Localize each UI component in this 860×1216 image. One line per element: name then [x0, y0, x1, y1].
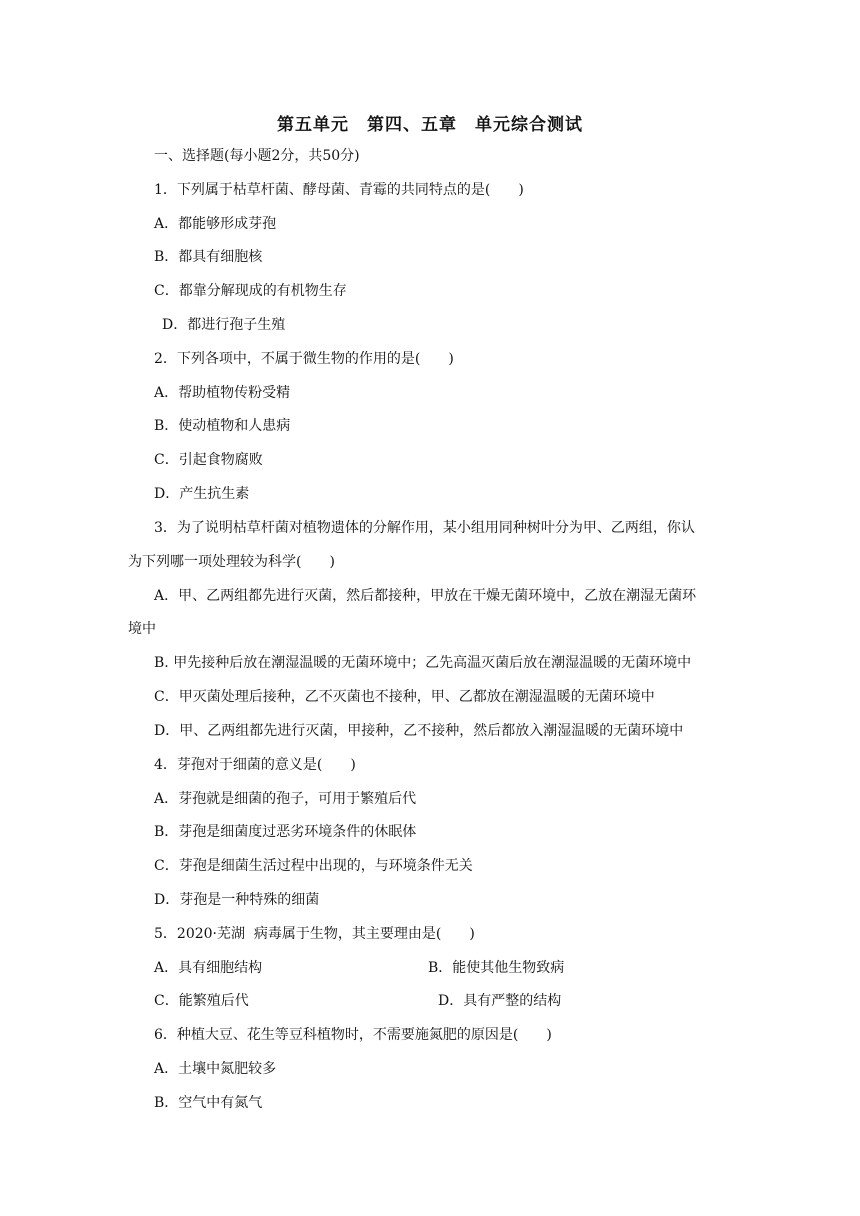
question-5-option-a: A．具有细胞结构 [154, 960, 263, 976]
question-2-stem: 2．下列各项中，不属于微生物的作用的是( ) [154, 351, 454, 367]
question-3-option-a-line1: A．甲、乙两组都先进行灭菌，然后都接种，甲放在干燥无菌环境中，乙放在潮湿无菌环 [154, 588, 697, 604]
question-3-option-b: B. 甲先接种后放在潮湿温暖的无菌环境中；乙先高温灭菌后放在潮湿温暖的无菌环境中 [154, 655, 692, 671]
question-2-option-c: C．引起食物腐败 [154, 452, 263, 468]
question-1-option-c: C．都靠分解现成的有机物生存 [154, 283, 347, 299]
question-5-option-b: B．能使其他生物致病 [428, 960, 565, 976]
question-5-option-d: D．具有严整的结构 [438, 993, 562, 1009]
question-3-option-c: C．甲灭菌处理后接种，乙不灭菌也不接种，甲、乙都放在潮湿温暖的无菌环境中 [154, 689, 655, 705]
question-4-option-c: C．芽孢是细菌生活过程中出现的，与环境条件无关 [154, 858, 473, 874]
question-2-option-b: B．使动植物和人患病 [154, 418, 291, 434]
question-3-stem-line1: 3．为了说明枯草杆菌对植物遗体的分解作用，某小组用同种树叶分为甲、乙两组，你认 [154, 520, 695, 536]
question-1-option-b: B．都具有细胞核 [154, 249, 263, 265]
question-6-stem: 6．种植大豆、花生等豆科植物时，不需要施氮肥的原因是( ) [154, 1027, 552, 1043]
question-4-stem: 4．芽孢对于细菌的意义是( ) [154, 757, 356, 773]
question-5-option-c: C．能繁殖后代 [154, 993, 249, 1009]
question-1-stem: 1．下列属于枯草杆菌、酵母菌、青霉的共同特点的是( ) [154, 182, 524, 198]
page-title: 第五单元 第四、五章 单元综合测试 [277, 115, 583, 135]
question-4-option-a: A．芽孢就是细菌的孢子，可用于繁殖后代 [154, 791, 417, 807]
question-3-option-a-line2: 境中 [128, 621, 156, 637]
question-4-option-b: B．芽孢是细菌度过恶劣环境条件的休眠体 [154, 824, 417, 840]
question-1-option-d: D．都进行孢子生殖 [162, 317, 286, 333]
question-1-option-a: A．都能够形成芽孢 [154, 216, 277, 232]
question-3-stem-line2: 为下列哪一项处理较为科学( ) [128, 554, 335, 570]
question-3-option-d: D．甲、乙两组都先进行灭菌，甲接种，乙不接种，然后都放入潮湿温暖的无菌环境中 [154, 723, 684, 739]
question-2-option-a: A．帮助植物传粉受精 [154, 385, 291, 401]
section-heading: 一、选择题(每小题2分，共50分) [154, 148, 360, 164]
question-5-stem: 5．2020·芜湖 病毒属于生物，其主要理由是( ) [154, 926, 475, 942]
question-2-option-d: D．产生抗生素 [154, 486, 250, 502]
question-6-option-a: A．土壤中氮肥较多 [154, 1061, 277, 1077]
question-4-option-d: D．芽孢是一种特殊的细菌 [154, 892, 320, 908]
question-6-option-b: B．空气中有氮气 [154, 1095, 263, 1111]
